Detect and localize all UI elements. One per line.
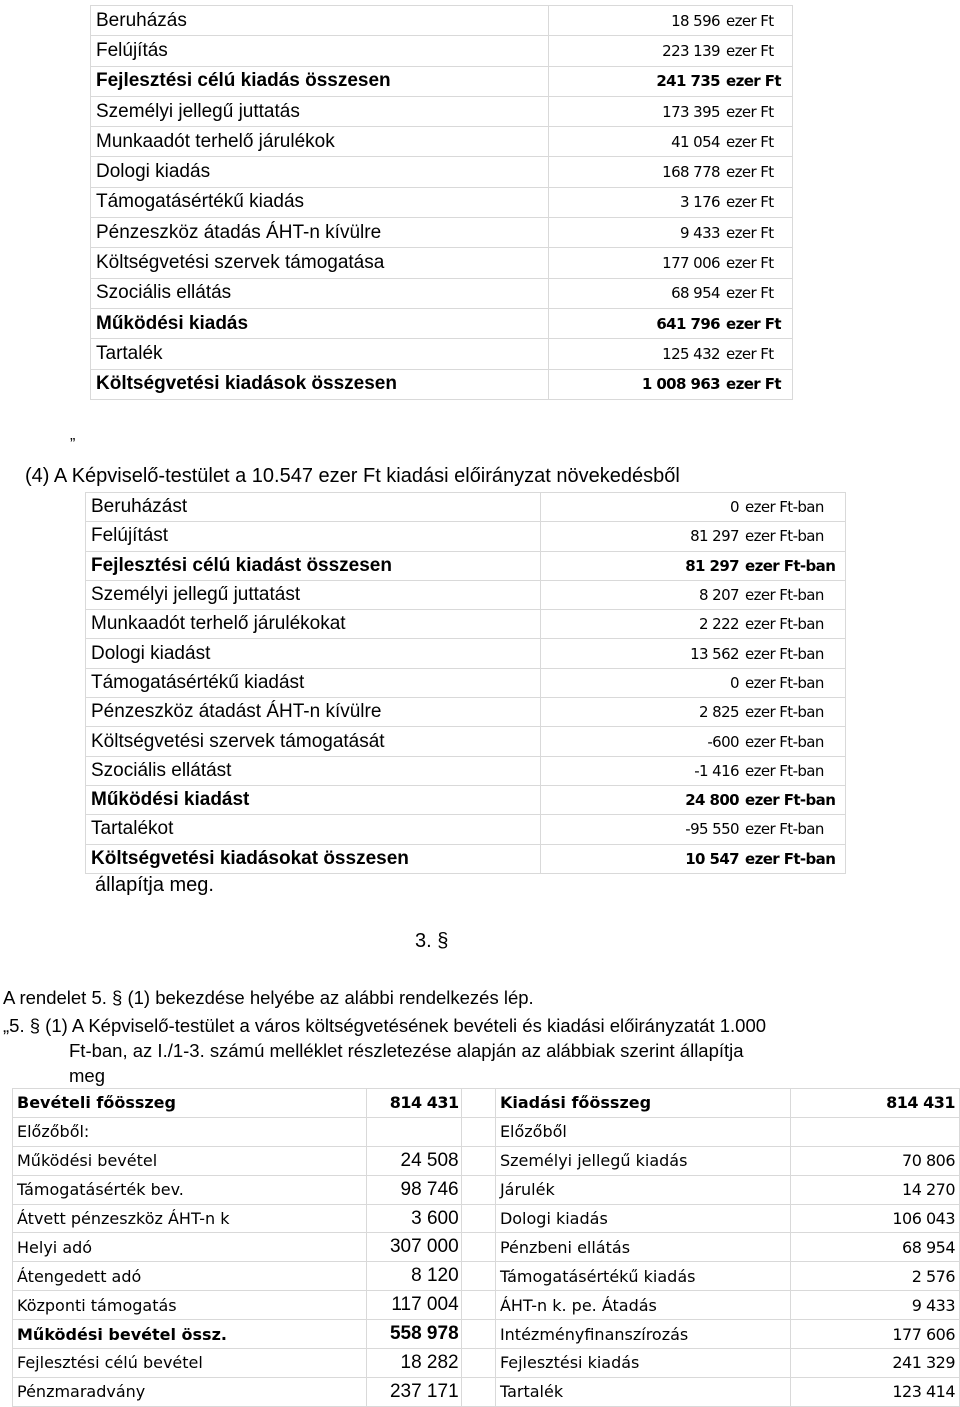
spacer-cell <box>461 1291 495 1320</box>
row-value-cell <box>549 369 793 399</box>
table-row <box>13 1089 960 1118</box>
row-value-cell <box>541 844 846 873</box>
revenue-label: Támogatásérték bev. <box>13 1175 367 1204</box>
expense-label: Kiadási főösszeg <box>495 1089 790 1118</box>
row-value-cell <box>541 815 846 844</box>
row-value: -95 550 <box>685 820 739 839</box>
table-row <box>86 580 846 609</box>
expense-label: Intézményfinanszírozás <box>495 1320 790 1349</box>
row-value-cell <box>541 493 846 522</box>
row-value-cell <box>541 727 846 756</box>
row-label: Beruházás <box>91 6 549 36</box>
row-value-cell <box>549 66 793 96</box>
row-value-cell <box>549 339 793 369</box>
spacer-cell <box>461 1117 495 1146</box>
table-row <box>13 1291 960 1320</box>
row-value: 18 596 <box>671 11 720 30</box>
spacer-cell <box>461 1320 495 1349</box>
row-value: 10 547 <box>685 849 739 868</box>
row-value: 8 207 <box>699 586 739 605</box>
row-label: Dologi kiadást <box>86 639 541 668</box>
row-unit: ezer Ft <box>726 41 774 60</box>
table-row <box>91 369 793 399</box>
table-row <box>13 1377 960 1406</box>
expense-value: 70 806 <box>790 1146 959 1175</box>
row-label: Működési kiadás <box>91 308 549 338</box>
row-label: Támogatásértékű kiadást <box>86 668 541 697</box>
row-label: Dologi kiadás <box>91 157 549 187</box>
row-value: 2 222 <box>699 615 739 634</box>
row-value-cell <box>541 698 846 727</box>
paragraph-line-1: „5. § (1) A Képviselő-testület a város költségvetésének bevételi és kiadási előirányzatát 1.000 <box>3 1015 767 1036</box>
revenue-label: Működési bevétel össz. <box>13 1320 367 1349</box>
row-unit: ezer Ft-ban <box>745 761 824 780</box>
row-value-cell <box>541 580 846 609</box>
spacer-cell <box>461 1089 495 1118</box>
expense-value: 14 270 <box>790 1175 959 1204</box>
spacer-cell <box>461 1204 495 1233</box>
row-label: Szociális ellátást <box>86 756 541 785</box>
row-value-cell <box>549 248 793 278</box>
table-row <box>91 308 793 338</box>
revenue-value: 18 282 <box>367 1349 462 1378</box>
table-row <box>86 493 846 522</box>
row-value: 173 395 <box>662 102 720 121</box>
row-unit: ezer Ft-ban <box>745 644 824 663</box>
table-row <box>86 639 846 668</box>
expenditure-increase-table <box>85 492 846 874</box>
revenue-value: 3 600 <box>367 1204 462 1233</box>
row-unit: ezer Ft <box>726 193 774 212</box>
row-value: 81 297 <box>685 556 739 575</box>
revenue-label: Működési bevétel <box>13 1146 367 1175</box>
paragraph-line-2: Ft-ban, az I./1-3. számú melléklet részletezése alapján az alábbiak szerint állapítja <box>69 1040 744 1061</box>
table-row <box>91 127 793 157</box>
row-value-cell <box>541 639 846 668</box>
row-label: Támogatásértékű kiadás <box>91 187 549 217</box>
row-unit: ezer Ft-ban <box>745 791 836 810</box>
row-unit: ezer Ft <box>726 11 774 30</box>
row-label: Költségvetési kiadásokat összesen <box>86 844 541 873</box>
section-3-intro: A rendelet 5. § (1) bekezdése helyébe az alábbi rendelkezés lép. <box>3 987 534 1008</box>
section-4-heading: (4) A Képviselő-testület a 10.547 ezer Ft kiadási előirányzat növekedésből <box>25 465 680 487</box>
table-row <box>13 1175 960 1204</box>
spacer-cell <box>461 1377 495 1406</box>
row-unit: ezer Ft-ban <box>745 527 824 546</box>
revenue-value: 8 120 <box>367 1262 462 1291</box>
revenue-value: 307 000 <box>367 1233 462 1262</box>
expense-value: 123 414 <box>790 1377 959 1406</box>
row-label: Munkaadót terhelő járulékok <box>91 127 549 157</box>
revenue-label: Fejlesztési célú bevétel <box>13 1349 367 1378</box>
table-row <box>13 1233 960 1262</box>
revenue-value: 814 431 <box>367 1089 462 1118</box>
expense-label: Fejlesztési kiadás <box>495 1349 790 1378</box>
row-label: Tartalék <box>91 339 549 369</box>
table-row <box>91 248 793 278</box>
row-value: 24 800 <box>685 791 739 810</box>
row-unit: ezer Ft-ban <box>745 732 824 751</box>
expense-value: 9 433 <box>790 1291 959 1320</box>
table-row <box>91 278 793 308</box>
row-label: Pénzeszköz átadást ÁHT-n kívülre <box>86 698 541 727</box>
spacer-cell <box>461 1262 495 1291</box>
row-label: Szociális ellátás <box>91 278 549 308</box>
row-value: 177 006 <box>662 254 720 273</box>
table-row <box>86 756 846 785</box>
row-value-cell <box>549 36 793 66</box>
section-3-paragraph <box>3 1013 953 1088</box>
row-value: 3 176 <box>680 193 720 212</box>
revenue-value: 117 004 <box>367 1291 462 1320</box>
row-label: Fejlesztési célú kiadás összesen <box>91 66 549 96</box>
table-row <box>13 1117 960 1146</box>
row-unit: ezer Ft-ban <box>745 849 836 868</box>
row-value: 41 054 <box>671 132 720 151</box>
row-unit: ezer Ft <box>726 284 774 303</box>
expense-label: Tartalék <box>495 1377 790 1406</box>
row-unit: ezer Ft-ban <box>745 820 824 839</box>
paragraph-line-3: meg <box>69 1065 105 1086</box>
row-unit: ezer Ft-ban <box>745 615 824 634</box>
row-unit: ezer Ft <box>726 132 774 151</box>
row-unit: ezer Ft <box>726 375 781 394</box>
expense-value: 106 043 <box>790 1204 959 1233</box>
table-row <box>86 522 846 551</box>
revenue-value: 98 746 <box>367 1175 462 1204</box>
spacer-cell <box>461 1175 495 1204</box>
row-unit: ezer Ft <box>726 254 774 273</box>
expense-value <box>790 1117 959 1146</box>
table-row <box>86 610 846 639</box>
row-label: Munkaadót terhelő járulékokat <box>86 610 541 639</box>
revenue-value: 24 508 <box>367 1146 462 1175</box>
table-row <box>13 1349 960 1378</box>
row-label: Pénzeszköz átadás ÁHT-n kívülre <box>91 218 549 248</box>
row-unit: ezer Ft <box>726 72 781 91</box>
spacer-cell <box>461 1146 495 1175</box>
row-value: -600 <box>707 732 739 751</box>
expense-label: Előzőből <box>495 1117 790 1146</box>
row-value-cell <box>541 610 846 639</box>
row-value-cell <box>541 522 846 551</box>
revenue-value: 237 171 <box>367 1377 462 1406</box>
table-row <box>91 339 793 369</box>
section-3-number: 3. § <box>415 930 449 952</box>
row-value: 641 796 <box>656 314 720 333</box>
table-row <box>86 668 846 697</box>
row-value: 9 433 <box>680 223 720 242</box>
row-value-cell <box>549 308 793 338</box>
spacer-cell <box>461 1233 495 1262</box>
row-label: Személyi jellegű juttatást <box>86 580 541 609</box>
table-row <box>91 66 793 96</box>
row-value: 168 778 <box>662 163 720 182</box>
table-row <box>91 36 793 66</box>
expense-label: Személyi jellegű kiadás <box>495 1146 790 1175</box>
row-unit: ezer Ft <box>726 223 774 242</box>
row-value-cell <box>549 127 793 157</box>
table-row <box>91 6 793 36</box>
revenue-label: Helyi adó <box>13 1233 367 1262</box>
spacer-cell <box>461 1349 495 1378</box>
expense-label: Pénzbeni ellátás <box>495 1233 790 1262</box>
row-label: Fejlesztési célú kiadást összesen <box>86 551 541 580</box>
table-row <box>13 1204 960 1233</box>
closing-sentence: állapítja meg. <box>95 874 214 896</box>
row-label: Beruházást <box>86 493 541 522</box>
row-value-cell <box>541 785 846 814</box>
row-value-cell <box>541 551 846 580</box>
row-unit: ezer Ft <box>726 102 774 121</box>
table-row <box>13 1146 960 1175</box>
row-value: 0 <box>730 673 739 692</box>
revenue-label: Központi támogatás <box>13 1291 367 1320</box>
table-row <box>13 1262 960 1291</box>
expense-label: Járulék <box>495 1175 790 1204</box>
revenue-label: Átvett pénzeszköz ÁHT-n k <box>13 1204 367 1233</box>
row-unit: ezer Ft <box>726 163 774 182</box>
table-row <box>86 551 846 580</box>
revenue-value: 558 978 <box>367 1320 462 1349</box>
expenditure-totals-table <box>90 5 793 400</box>
row-label: Felújítást <box>86 522 541 551</box>
expense-label: ÁHT-n k. pe. Átadás <box>495 1291 790 1320</box>
expense-value: 241 329 <box>790 1349 959 1378</box>
table-row <box>91 218 793 248</box>
table-row <box>13 1320 960 1349</box>
row-value: 223 139 <box>662 41 720 60</box>
row-value-cell <box>549 187 793 217</box>
revenue-expenditure-table <box>12 1088 960 1407</box>
row-unit: ezer Ft-ban <box>745 498 824 517</box>
row-value: 68 954 <box>671 284 720 303</box>
row-value: 0 <box>730 498 739 517</box>
row-unit: ezer Ft-ban <box>745 673 824 692</box>
row-unit: ezer Ft-ban <box>745 586 824 605</box>
row-unit: ezer Ft <box>726 314 781 333</box>
row-unit: ezer Ft <box>726 344 774 363</box>
row-unit: ezer Ft-ban <box>745 556 836 575</box>
row-value: 241 735 <box>656 72 720 91</box>
table-row <box>86 727 846 756</box>
row-value-cell <box>549 96 793 126</box>
revenue-label: Előzőből: <box>13 1117 367 1146</box>
revenue-label: Bevételi főösszeg <box>13 1089 367 1118</box>
revenue-label: Pénzmaradvány <box>13 1377 367 1406</box>
expense-value: 177 606 <box>790 1320 959 1349</box>
revenue-value <box>367 1117 462 1146</box>
row-value-cell <box>541 668 846 697</box>
expense-label: Támogatásértékű kiadás <box>495 1262 790 1291</box>
revenue-label: Átengedett adó <box>13 1262 367 1291</box>
row-value: 81 297 <box>690 527 739 546</box>
row-value-cell <box>549 218 793 248</box>
table-row <box>86 844 846 873</box>
row-value-cell <box>541 756 846 785</box>
table-row <box>86 698 846 727</box>
row-value: 13 562 <box>690 644 739 663</box>
row-label: Költségvetési szervek támogatása <box>91 248 549 278</box>
table-row <box>86 785 846 814</box>
row-value-cell <box>549 6 793 36</box>
row-value-cell <box>549 278 793 308</box>
expense-value: 2 576 <box>790 1262 959 1291</box>
table-row <box>86 815 846 844</box>
row-value-cell <box>549 157 793 187</box>
row-label: Költségvetési szervek támogatását <box>86 727 541 756</box>
row-label: Felújítás <box>91 36 549 66</box>
expense-value: 68 954 <box>790 1233 959 1262</box>
table-row <box>91 187 793 217</box>
row-value: 2 825 <box>699 703 739 722</box>
row-value: 125 432 <box>662 344 720 363</box>
row-label: Tartalékot <box>86 815 541 844</box>
row-label: Költségvetési kiadások összesen <box>91 369 549 399</box>
table-row <box>91 96 793 126</box>
closing-quote-mark: ” <box>70 436 76 453</box>
row-label: Személyi jellegű juttatás <box>91 96 549 126</box>
row-value: 1 008 963 <box>641 375 720 394</box>
expense-label: Dologi kiadás <box>495 1204 790 1233</box>
row-unit: ezer Ft-ban <box>745 703 824 722</box>
table-row <box>91 157 793 187</box>
row-value: -1 416 <box>694 761 739 780</box>
expense-value: 814 431 <box>790 1089 959 1118</box>
row-label: Működési kiadást <box>86 785 541 814</box>
